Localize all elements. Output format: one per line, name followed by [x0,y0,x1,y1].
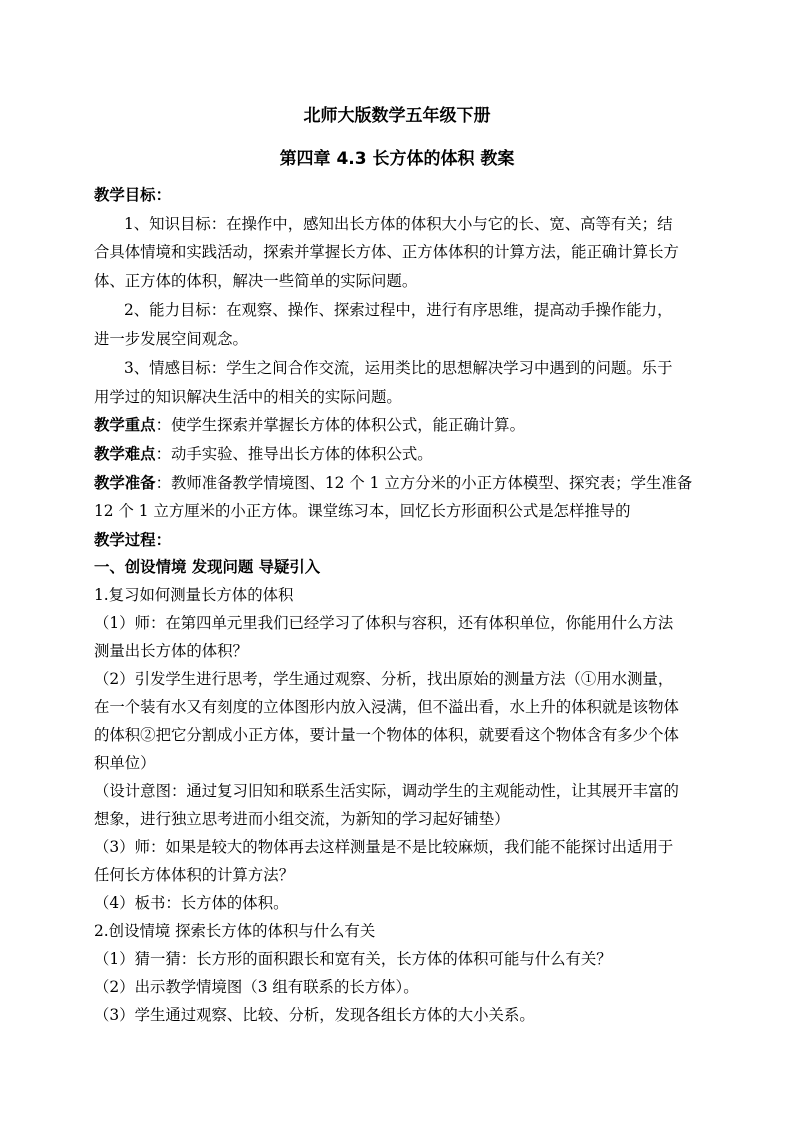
s2-para-1: （1）猜一猜：长方形的面积跟长和宽有关，长方体的体积可能与什么有关？ [94,950,612,968]
s1-para-4: （4）板书：长方体的体积。 [94,894,289,912]
key-points-text: ：使学生探索并掌握长方体的体积公式，能正确计算。 [155,416,525,434]
objective-1-line-3: 体、正方体的体积，解决一些简单的实际问题。 [94,272,418,290]
process-heading: 教学过程： [94,531,171,549]
difficult-points-text: ：动手实验、推导出长方体的体积公式。 [155,445,433,463]
preparation-label: 教学准备 [94,474,156,492]
objective-2-line-2: 进一步发展空间观念。 [94,330,248,348]
s1-para-2-line-1: （2）引发学生进行思考，学生通过观察、分析，找出原始的测量方法（①用水测量， [94,670,674,688]
key-points-label: 教学重点 [94,416,156,434]
s1-para-3-line-1: （3）师：如果是较大的物体再去这样测量是不是比较麻烦，我们能不能探讨出适用于 [94,838,674,856]
preparation-line-1 [94,472,692,494]
objective-3-line-2: 用学过的知识解决生活中的相关的实际问题。 [94,388,402,406]
s1-para-3-line-2: 任何长方体体积的计算方法？ [94,866,295,884]
document-title: 北师大版数学五年级下册 [303,106,491,126]
s1-para-1-line-1: （1）师：在第四单元里我们已经学习了体积与容积，还有体积单位，你能用什么方法 [94,614,674,632]
objective-2-line-1: 2、能力目标：在观察、操作、探索过程中，进行有序思维，提高动手操作能力， [124,301,673,319]
objective-3-line-1: 3、情感目标：学生之间合作交流，运用类比的思想解决学习中遇到的问题。乐于 [124,359,673,377]
design-intent-line-2: 想象，进行独立思考进而小组交流，为新知的学习起好铺垫） [94,810,510,828]
s2-para-2: （2）出示教学情境图（3 组有联系的长方体）。 [94,978,419,996]
difficult-points [94,443,433,465]
s1-para-1-line-2: 测量出长方体的体积？ [94,642,248,660]
preparation-line-2: 12 个 1 立方厘米的小正方体。课堂练习本，回忆长方形面积公式是怎样推导的 [94,502,631,520]
s2-para-3: （3）学生通过观察、比较、分析，发现各组长方体的大小关系。 [94,1006,535,1024]
difficult-points-label: 教学难点 [94,445,156,463]
section-1-heading: 一、创设情境 发现问题 导疑引入 [94,558,321,576]
objectives-heading: 教学目标： [94,186,171,204]
s1-para-2-line-3: 的体积②把它分割成小正方体，要计量一个物体的体积，就要看这个物体含有多少个体 [94,726,679,744]
document-subtitle: 第四章 4.3 长方体的体积 教案 [279,149,515,169]
preparation-text: ：教师准备教学情境图、12 个 1 立方分米的小正方体模型、探究表；学生准备 [155,474,693,492]
design-intent-line-1: （设计意图：通过复习旧知和联系生活实际，调动学生的主观能动性，让其展开丰富的 [94,782,679,800]
objective-1-line-1: 1、知识目标：在操作中，感知出长方体的体积大小与它的长、宽、高等有关；结 [124,215,673,233]
key-points [94,414,525,436]
s1-para-2-line-4: 积单位） [94,754,156,772]
s1-para-2-line-2: 在一个装有水又有刻度的立体图形内放入浸满，但不溢出看，水上升的体积就是该物体 [94,698,679,716]
section-1-item-2: 2.创设情境 探索长方体的体积与什么有关 [94,922,376,940]
objective-1-line-2: 合具体情境和实践活动，探索并掌握长方体、正方体体积的计算方法，能正确计算长方 [94,243,679,261]
section-1-item-1: 1.复习如何测量长方体的体积 [94,586,294,604]
